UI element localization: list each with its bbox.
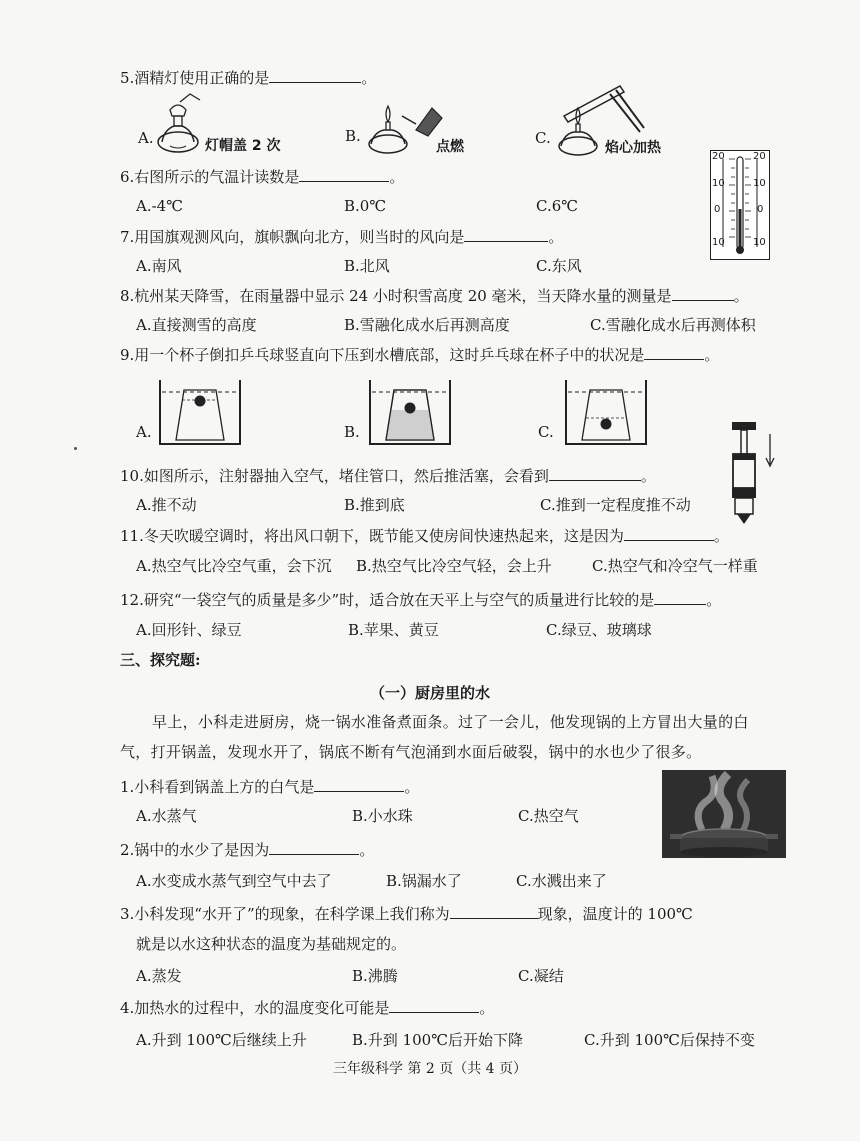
alcohol-lamp-lighting-figure (366, 100, 446, 158)
e2-stem (120, 840, 374, 860)
thermometer-figure (710, 150, 770, 260)
q10-option-a[interactable]: A.推不动 (136, 496, 197, 514)
q9-option-c-letter[interactable]: C. (538, 423, 554, 441)
e4-option-b[interactable]: B.升到 100℃后开始下降 (352, 1031, 523, 1049)
e3-option-b[interactable]: B.沸腾 (352, 967, 398, 985)
q12-stem (120, 590, 721, 610)
e3-option-a[interactable]: A.蒸发 (136, 967, 182, 985)
q11-stem (120, 526, 729, 546)
q6-stem (120, 167, 404, 187)
q6-answer-blank[interactable] (299, 167, 389, 182)
q7-answer-blank[interactable] (464, 227, 548, 242)
q6-text: 6.右图所示的气温计读数是 (120, 168, 300, 186)
subsection-title: （一）厨房里的水 (369, 684, 490, 702)
e1-option-c[interactable]: C.热空气 (518, 807, 579, 825)
q5-option-a-caption: 灯帽盖 2 次 (205, 138, 281, 154)
q9-end: 。 (704, 346, 720, 364)
thermo-label-10-left: 10 (712, 178, 725, 189)
e4-option-a[interactable]: A.升到 100℃后继续上升 (136, 1031, 307, 1049)
q9-answer-blank[interactable] (644, 345, 704, 360)
q8-end: 。 (733, 287, 749, 305)
section-3-heading: 三、探究题: (120, 651, 201, 669)
q5-option-c-caption: 焰心加热 (605, 140, 661, 156)
e1-option-b[interactable]: B.小水珠 (352, 807, 413, 825)
q12-option-b[interactable]: B.苹果、黄豆 (348, 621, 439, 639)
e4-option-c[interactable]: C.升到 100℃后保持不变 (584, 1031, 755, 1049)
e3-text: 3.小科发现“水开了”的现象，在科学课上我们称为 (120, 905, 450, 923)
tank-ball-middle-figure (368, 378, 452, 448)
e1-text: 1.小科看到锅盖上方的白气是 (120, 778, 315, 796)
page-footer: 三年级科学 第 2 页（共 4 页） (332, 1061, 528, 1077)
q11-answer-blank[interactable] (624, 526, 714, 541)
q7-stem (120, 227, 563, 247)
q5-end: 。 (361, 69, 377, 87)
q11-option-c[interactable]: C.热空气和冷空气一样重 (592, 557, 758, 575)
q12-answer-blank[interactable] (654, 590, 706, 605)
q7-end: 。 (548, 228, 564, 246)
thermo-label-0-left: 0 (714, 204, 721, 215)
e4-answer-blank[interactable] (389, 998, 479, 1013)
tank-ball-top-figure (158, 378, 242, 448)
syringe-figure (722, 420, 782, 526)
e2-option-a[interactable]: A.水变成水蒸气到空气中去了 (136, 872, 332, 890)
q7-text: 7.用国旗观测风向，旗帜飘向北方，则当时的风向是 (120, 228, 465, 246)
q5-text: 5.酒精灯使用正确的是 (120, 69, 270, 87)
passage-line-2: 气，打开锅盖，发现水开了，锅底不断有气泡涌到水面后破裂，锅中的水也少了很多。 (120, 743, 702, 761)
thermo-label-10-right: 10 (753, 178, 766, 189)
alcohol-lamp-cap-figure (156, 90, 208, 158)
q10-option-b[interactable]: B.推到底 (344, 496, 405, 514)
q6-end: 。 (389, 168, 405, 186)
e2-option-c[interactable]: C.水溅出来了 (516, 872, 607, 890)
passage-line-1: 早上，小科走进厨房，烧一锅水准备煮面条。过了一会儿，他发现锅的上方冒出大量的白 (152, 713, 749, 731)
q5-option-b-letter: B. (345, 127, 361, 145)
q11-end: 。 (713, 527, 729, 545)
q10-stem (120, 466, 656, 486)
q10-text: 10.如图所示，注射器抽入空气，堵住管口，然后推活塞，会看到 (120, 467, 549, 485)
e4-text: 4.加热水的过程中，水的温度变化可能是 (120, 999, 390, 1017)
steam-pot-photo (662, 770, 786, 858)
e2-text: 2.锅中的水少了是因为 (120, 841, 270, 859)
e2-end: 。 (359, 841, 375, 859)
q5-option-b-caption: 点燃 (436, 139, 464, 155)
e3-end: 现象，温度计的 100℃ (537, 905, 693, 923)
q11-option-b[interactable]: B.热空气比冷空气轻，会上升 (356, 557, 552, 575)
e2-answer-blank[interactable] (269, 840, 359, 855)
q11-option-a[interactable]: A.热空气比冷空气重，会下沉 (136, 557, 332, 575)
e4-stem (120, 998, 494, 1018)
scan-dot (74, 447, 77, 450)
q10-option-c[interactable]: C.推到一定程度推不动 (540, 496, 691, 514)
q8-text: 8.杭州某天降雪，在雨量器中显示 24 小时积雪高度 20 毫米，当天降水量的测量是 (120, 287, 672, 305)
q12-option-a[interactable]: A.回形针、绿豆 (136, 621, 242, 639)
q9-stem (120, 345, 719, 365)
thermo-label-neg10-right: 10 (753, 237, 766, 248)
tank-ball-bottom-figure (564, 378, 648, 448)
q10-answer-blank[interactable] (549, 466, 641, 481)
e1-stem (120, 777, 419, 797)
q6-option-b[interactable]: B.0℃ (344, 197, 387, 215)
thermo-label-20-right: 20 (753, 151, 766, 162)
thermo-label-20-left: 20 (712, 151, 725, 162)
q7-option-c[interactable]: C.东风 (536, 257, 582, 275)
q7-option-a[interactable]: A.南风 (136, 257, 182, 275)
q12-option-c[interactable]: C.绿豆、玻璃球 (546, 621, 652, 639)
e1-end: 。 (404, 778, 420, 796)
q9-option-b-letter[interactable]: B. (344, 423, 360, 441)
q5-option-c-letter: C. (535, 129, 551, 147)
q5-option-a-letter: A. (138, 129, 154, 147)
q5-answer-blank[interactable] (269, 68, 361, 83)
thermo-label-0-right: 0 (757, 204, 764, 215)
q8-stem (120, 286, 749, 306)
q12-end: 。 (706, 591, 722, 609)
q9-option-a-letter[interactable]: A. (136, 423, 152, 441)
q9-text: 9.用一个杯子倒扣乒乓球竖直向下压到水槽底部，这时乒乓球在杯子中的状况是 (120, 346, 645, 364)
q6-option-c[interactable]: C.6℃ (536, 197, 579, 215)
q6-option-a[interactable]: A.-4℃ (136, 197, 183, 215)
e3-option-c[interactable]: C.凝结 (518, 967, 564, 985)
q8-answer-blank[interactable] (672, 286, 734, 301)
e4-end: 。 (479, 999, 495, 1017)
q8-option-a[interactable]: A.直接测雪的高度 (136, 316, 257, 334)
e3-stem (120, 904, 693, 924)
e2-option-b[interactable]: B.锅漏水了 (386, 872, 462, 890)
q8-option-b[interactable]: B.雪融化成水后再测高度 (344, 316, 510, 334)
q10-end: 。 (640, 467, 656, 485)
steam-pot-drawing (662, 770, 786, 858)
e3-line-2: 就是以水这种状态的温度为基础规定的。 (136, 935, 407, 953)
thermo-label-neg10-left: 10 (712, 237, 725, 248)
q5-stem (120, 68, 376, 88)
q8-option-c[interactable]: C.雪融化成水后再测体积 (590, 316, 756, 334)
q12-text: 12.研究“一袋空气的质量是多少”时，适合放在天平上与空气的质量进行比较的是 (120, 591, 655, 609)
e1-option-a[interactable]: A.水蒸气 (136, 807, 197, 825)
q7-option-b[interactable]: B.北风 (344, 257, 390, 275)
q11-text: 11.冬天吹暖空调时，将出风口朝下，既节能又使房间快速热起来，这是因为 (120, 527, 624, 545)
e3-answer-blank[interactable] (450, 904, 538, 919)
e1-answer-blank[interactable] (314, 777, 404, 792)
